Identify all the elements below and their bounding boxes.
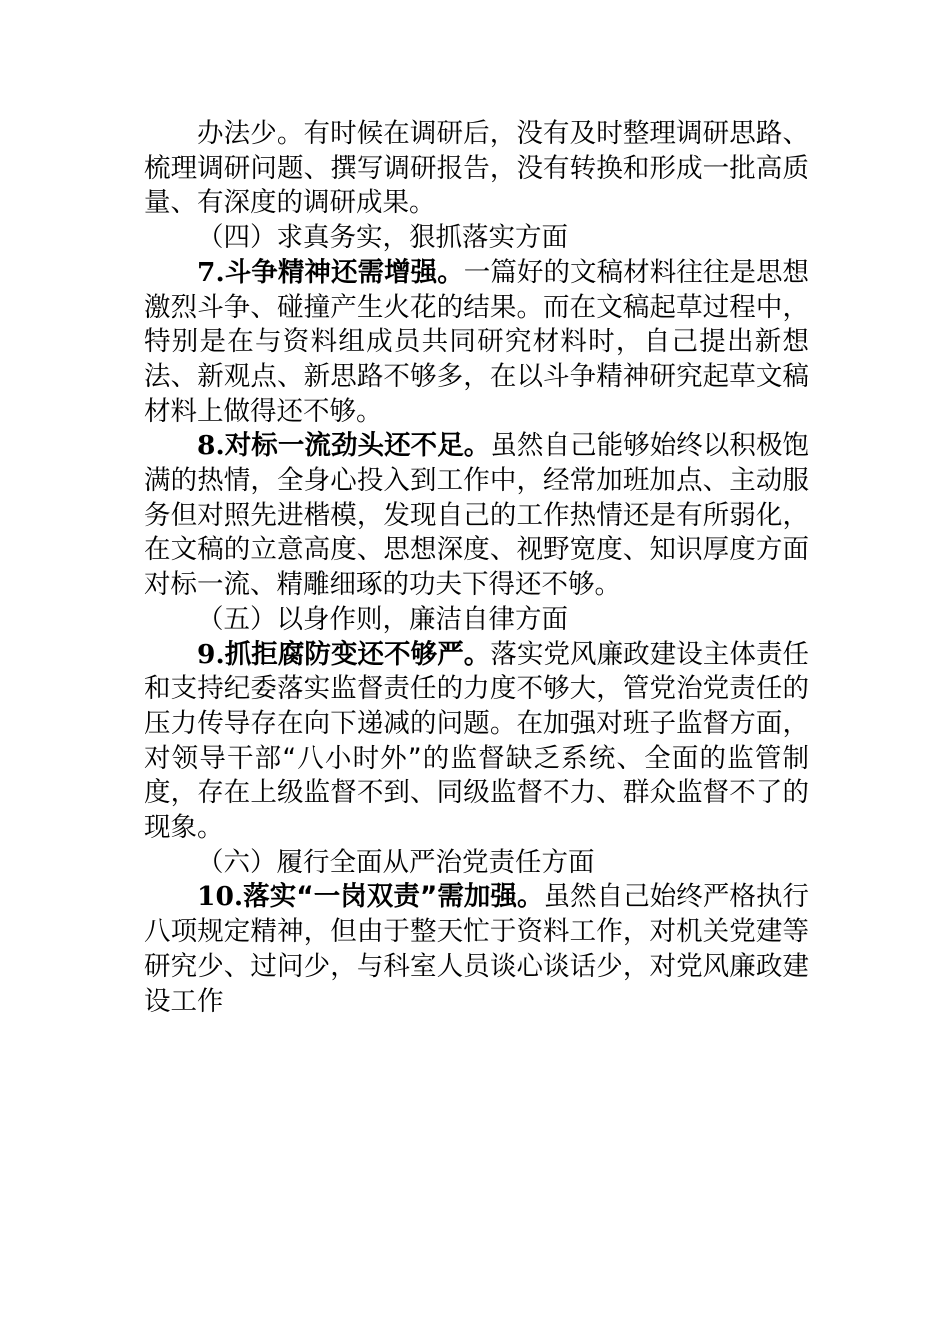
item-10-lead: 落实“一岗双责”需加强。 — [243, 881, 544, 913]
item-8 — [144, 429, 809, 603]
item-7 — [144, 256, 809, 430]
paragraph-continuation: 办法少。有时候在调研后，没有及时整理调研思路、梳理调研问题、撰写调研报告，没有转换和形成一批高质量、有深度的调研成果。 — [144, 118, 809, 219]
item-9-lead: 抓拒腐防变还不够严。 — [224, 638, 491, 670]
item-7-text: 一篇好的文稿材料往往是思想激烈斗争、碰撞产生火花的结果。而在文稿起草过程中，特别是在与资料组成员共同研究材料时，自己提出新想法、新观点、新思路不够多，在以斗争精神研究起草文稿材料上做得还不够。 — [144, 256, 810, 427]
item-7-lead: 斗争精神还需增强。 — [224, 256, 464, 288]
item-9-number: 9. — [197, 638, 225, 670]
item-9-text: 落实党风廉政建设主体责任和支持纪委落实监督责任的力度不够大，管党治党责任的压力传导存在向下递减的问题。在加强对班子监督方面，对领导干部“八小时外”的监督缺乏系统、全面的监管制度，存在上级监督不到、同级监督不力、群众监督不了的现象。 — [144, 638, 810, 844]
item-10-text: 虽然自己始终严格执行八项规定精神，但由于整天忙于资料工作，对机关党建等研究少、过问少，与科室人员谈心谈话少，对党风廉政建设工作 — [144, 881, 809, 1017]
item-8-number: 8. — [197, 430, 225, 462]
item-10-number: 10. — [197, 881, 244, 913]
item-7-number: 7. — [197, 256, 225, 288]
item-8-text: 虽然自己能够始终以积极饱满的热情，全身心投入到工作中，经常加班加点、主动服务但对照先进楷模，发现自己的工作热情还是有所弱化，在文稿的立意高度、思想深度、视野宽度、知识厚度方面对标一流、精雕细琢的功夫下得还不够。 — [144, 430, 810, 601]
section-heading-4: （四）求真务实，狠抓落实方面 — [197, 222, 568, 254]
section-heading-5: （五）以身作则，廉洁自律方面 — [197, 603, 568, 635]
item-10 — [144, 880, 809, 1019]
document-page — [144, 117, 809, 1019]
item-9 — [144, 638, 809, 846]
item-8-lead: 对标一流劲头还不足。 — [224, 430, 491, 462]
section-heading-6: （六）履行全面从严治党责任方面 — [197, 846, 595, 878]
